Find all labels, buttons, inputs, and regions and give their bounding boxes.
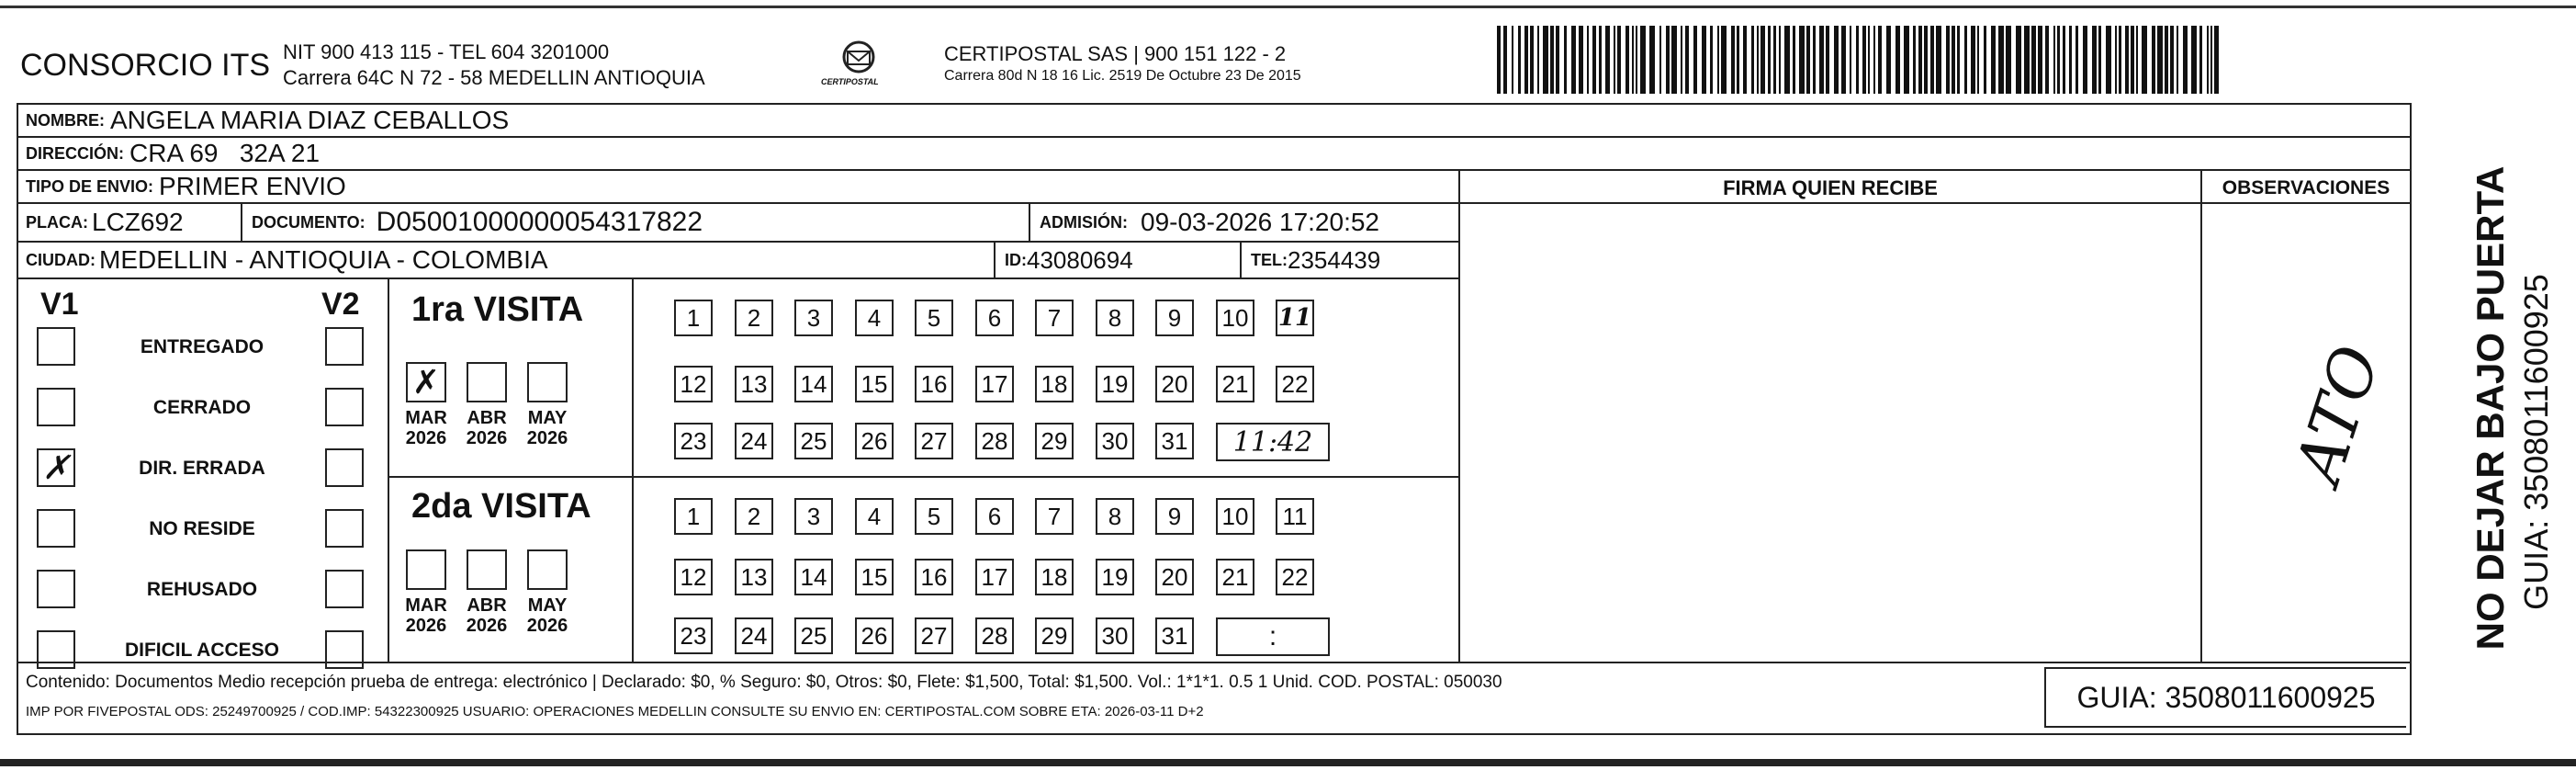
day-box[interactable]: 27	[915, 617, 953, 654]
day-box[interactable]: 26	[855, 617, 894, 654]
status-label: REHUSADO	[146, 579, 258, 600]
day-box[interactable]: 10	[1216, 300, 1254, 336]
ciudad-cell	[18, 243, 996, 277]
no-dejar-warning: NO DEJAR BAJO PUERTA	[2469, 165, 2512, 651]
month-label: MAY	[527, 595, 568, 616]
tel-label: TEL:	[1251, 250, 1288, 269]
observaciones-header: OBSERVACIONES	[2202, 173, 2410, 204]
day-box[interactable]: 25	[794, 423, 833, 459]
status-checkbox-v2[interactable]	[325, 388, 364, 426]
status-checkbox-v1[interactable]	[37, 327, 75, 366]
nombre-value: ANGELA MARIA DIAZ CEBALLOS	[110, 106, 510, 134]
status-label: DIR. ERRADA	[139, 458, 265, 479]
admision-label: ADMISIÓN:	[1040, 212, 1128, 232]
firma-header: FIRMA QUIEN RECIBE	[1458, 173, 2202, 204]
month-label: MAR	[405, 408, 447, 428]
month-year: 2026	[526, 616, 568, 636]
top-edge-line	[0, 6, 2576, 8]
nombre-label: NOMBRE:	[26, 110, 105, 130]
day-box[interactable]: 28	[975, 617, 1014, 654]
day-box[interactable]: 12	[674, 366, 713, 402]
status-label: ENTREGADO	[140, 336, 264, 357]
status-checkbox-v2[interactable]	[325, 570, 364, 608]
documento-cell	[244, 204, 1030, 241]
day-box[interactable]: 17	[975, 366, 1014, 402]
day-box[interactable]: 18	[1035, 559, 1074, 595]
month-year: 2026	[466, 428, 508, 448]
day-box[interactable]: 6	[975, 300, 1014, 336]
day-box[interactable]: 16	[915, 559, 953, 595]
month-checkbox[interactable]	[467, 362, 507, 402]
day-box[interactable]: 4	[855, 498, 894, 535]
status-checkbox-v2[interactable]	[325, 327, 364, 366]
side-text	[2417, 119, 2564, 735]
direccion-value: CRA 69 32A 21	[129, 139, 321, 167]
day-box[interactable]: 18	[1035, 366, 1074, 402]
time-value: 11:42	[1232, 425, 1313, 459]
tel-value: 2354439	[1288, 245, 1381, 274]
status-checkbox-v1[interactable]	[37, 388, 75, 426]
day-box[interactable]: 23	[674, 617, 713, 654]
month-checkbox[interactable]	[406, 549, 446, 590]
day-box[interactable]: 21	[1216, 366, 1254, 402]
status-checkbox-v1[interactable]	[37, 570, 75, 608]
day-box[interactable]: 29	[1035, 423, 1074, 459]
day-box[interactable]: 24	[735, 423, 773, 459]
documento-label: DOCUMENTO:	[252, 212, 366, 232]
admision-cell	[1032, 204, 1458, 241]
placa-label: PLACA:	[26, 212, 88, 232]
admision-value: 09-03-2026 17:20:52	[1141, 208, 1379, 236]
nombre-row	[18, 105, 2410, 138]
day-box[interactable]: 22	[1276, 559, 1314, 595]
day-box[interactable]: 5	[915, 498, 953, 535]
month-label: ABR	[467, 408, 507, 428]
side-guia: GUIA: 3508011600925	[2517, 274, 2555, 610]
day-box[interactable]: 7	[1035, 300, 1074, 336]
tipo-row	[18, 171, 1458, 204]
time-box[interactable]	[1216, 617, 1330, 656]
day-box[interactable]: 20	[1155, 559, 1194, 595]
day-box[interactable]: 31	[1155, 423, 1194, 459]
day-box[interactable]: 14	[794, 366, 833, 402]
day-box[interactable]: 4	[855, 300, 894, 336]
ciudad-value: MEDELLIN - ANTIOQUIA - COLOMBIA	[99, 245, 548, 274]
day-box[interactable]: 13	[735, 559, 773, 595]
day-box[interactable]: 7	[1035, 498, 1074, 535]
documento-value: D05001000000054317822	[376, 207, 703, 237]
day-box[interactable]: 30	[1096, 617, 1134, 654]
status-checkbox-v2[interactable]	[325, 509, 364, 548]
id-cell	[997, 243, 1242, 277]
day-box[interactable]: 21	[1216, 559, 1254, 595]
time-value: :	[1268, 621, 1277, 651]
day-box[interactable]: 2	[735, 300, 773, 336]
day-box[interactable]: 1	[674, 300, 713, 336]
visit1-divider	[632, 279, 634, 478]
barcode-icon	[1497, 26, 2227, 94]
footer-guia-box	[2044, 667, 2406, 728]
day-box[interactable]: 1	[674, 498, 713, 535]
status-label: DIFICIL ACCESO	[124, 640, 279, 661]
day-box[interactable]: 25	[794, 617, 833, 654]
barcode	[1497, 26, 2227, 94]
day-box[interactable]: 27	[915, 423, 953, 459]
day-box[interactable]: 19	[1096, 366, 1134, 402]
visit1-title: 1ra VISITA	[411, 290, 584, 329]
month-year: 2026	[405, 616, 447, 636]
status-block	[18, 279, 389, 662]
month-checkbox[interactable]	[527, 549, 568, 590]
day-box[interactable]: 30	[1096, 423, 1134, 459]
day-box[interactable]: 29	[1035, 617, 1074, 654]
day-box[interactable]: 12	[674, 559, 713, 595]
time-box[interactable]	[1216, 423, 1330, 461]
logo-caption: CERTIPOSTAL	[821, 77, 879, 86]
day-box[interactable]: 22	[1276, 366, 1314, 402]
day-box[interactable]: 8	[1096, 300, 1134, 336]
courier-address: Carrera 80d N 18 16 Lic. 2519 De Octubre 23 De 2015	[944, 68, 1301, 84]
direccion-row	[18, 138, 2410, 171]
tel-cell	[1243, 243, 1457, 277]
day-box[interactable]: 5	[915, 300, 953, 336]
day-box[interactable]: 6	[975, 498, 1014, 535]
company-address: Carrera 64C N 72 - 58 MEDELLIN ANTIOQUIA	[283, 66, 705, 89]
month-year: 2026	[526, 428, 568, 448]
month-year: 2026	[466, 616, 508, 636]
day-box[interactable]: 17	[975, 559, 1014, 595]
company-name: CONSORCIO ITS	[20, 48, 271, 83]
month-year: 2026	[405, 428, 447, 448]
footer-imp: IMP POR FIVEPOSTAL ODS: 25249700925 / COD.IMP: 54322300925 USUARIO: OPERACIONES MEDELLIN CONSULTE SU ENVIO EN: CERTIPOSTAL.COM SOBRE ETA: 2026-03-11 D+2	[26, 704, 1204, 719]
status-checkbox-v2[interactable]	[325, 448, 364, 487]
day-box[interactable]: 16	[915, 366, 953, 402]
footer-contenido: Contenido: Documentos Medio recepción prueba de entrega: electrónico | Declarado: $0, % Seguro: $0, Otros: $0, Flete: $1,500, Total: $1,500. Vol.: 1*1*1. 0.5 1 Unid. COD. POSTAL: 050030	[26, 673, 1502, 692]
day-box[interactable]: 13	[735, 366, 773, 402]
id-value: 43080694	[1027, 245, 1133, 274]
month-label: MAR	[405, 595, 447, 616]
month-checkbox[interactable]: ✗	[406, 362, 446, 402]
status-checkbox-v1[interactable]	[37, 509, 75, 548]
placa-cell	[18, 204, 242, 241]
day-box[interactable]: 20	[1155, 366, 1194, 402]
day-box[interactable]: 15	[855, 366, 894, 402]
status-checkbox-v1[interactable]: ✗	[37, 448, 75, 487]
day-box[interactable]: 11	[1276, 300, 1314, 336]
day-box[interactable]: 15	[855, 559, 894, 595]
visit1-block	[389, 279, 1458, 478]
month-checkbox[interactable]	[527, 362, 568, 402]
day-box[interactable]: 31	[1155, 617, 1194, 654]
bottom-edge-line	[0, 759, 2576, 766]
day-box[interactable]: 19	[1096, 559, 1134, 595]
month-label: MAY	[527, 408, 568, 428]
day-box[interactable]: 28	[975, 423, 1014, 459]
status-label: NO RESIDE	[149, 518, 255, 539]
month-checkbox[interactable]	[467, 549, 507, 590]
day-box[interactable]: 9	[1155, 300, 1194, 336]
day-box[interactable]: 3	[794, 300, 833, 336]
v2-header: V2	[321, 287, 360, 322]
courier-line: CERTIPOSTAL SAS | 900 151 122 - 2	[944, 42, 1287, 65]
id-label: ID:	[1005, 250, 1027, 269]
tipo-label: TIPO DE ENVIO:	[26, 176, 154, 196]
status-label: CERRADO	[152, 397, 252, 418]
day-box[interactable]: 2	[735, 498, 773, 535]
ciudad-label: CIUDAD:	[26, 250, 96, 269]
v1-header: V1	[40, 287, 79, 322]
direccion-label: DIRECCIÓN:	[26, 143, 124, 163]
day-box[interactable]: 11	[1276, 498, 1314, 535]
month-label: ABR	[467, 595, 507, 616]
placa-row	[18, 204, 1458, 243]
ciudad-row	[18, 243, 1458, 279]
visit2-title: 2da VISITA	[411, 487, 591, 526]
nit-line: NIT 900 413 115 - TEL 604 3201000	[283, 40, 610, 63]
day-box[interactable]: 9	[1155, 498, 1194, 535]
day-box[interactable]: 24	[735, 617, 773, 654]
tipo-value: PRIMER ENVIO	[159, 172, 346, 200]
placa-value: LCZ692	[92, 208, 184, 236]
footer-guia: GUIA: 3508011600925	[2076, 680, 2376, 714]
day-box[interactable]: 10	[1216, 498, 1254, 535]
day-box[interactable]: 3	[794, 498, 833, 535]
visit2-divider	[632, 478, 634, 662]
observaciones-handwriting: ATO	[2280, 336, 2395, 493]
day-box[interactable]: 8	[1096, 498, 1134, 535]
footer	[18, 662, 2410, 733]
firma-column	[1458, 171, 2202, 662]
day-box[interactable]: 23	[674, 423, 713, 459]
certipostal-logo	[817, 39, 900, 94]
day-box[interactable]: 26	[855, 423, 894, 459]
visit2-block	[389, 478, 1458, 662]
day-box[interactable]: 14	[794, 559, 833, 595]
